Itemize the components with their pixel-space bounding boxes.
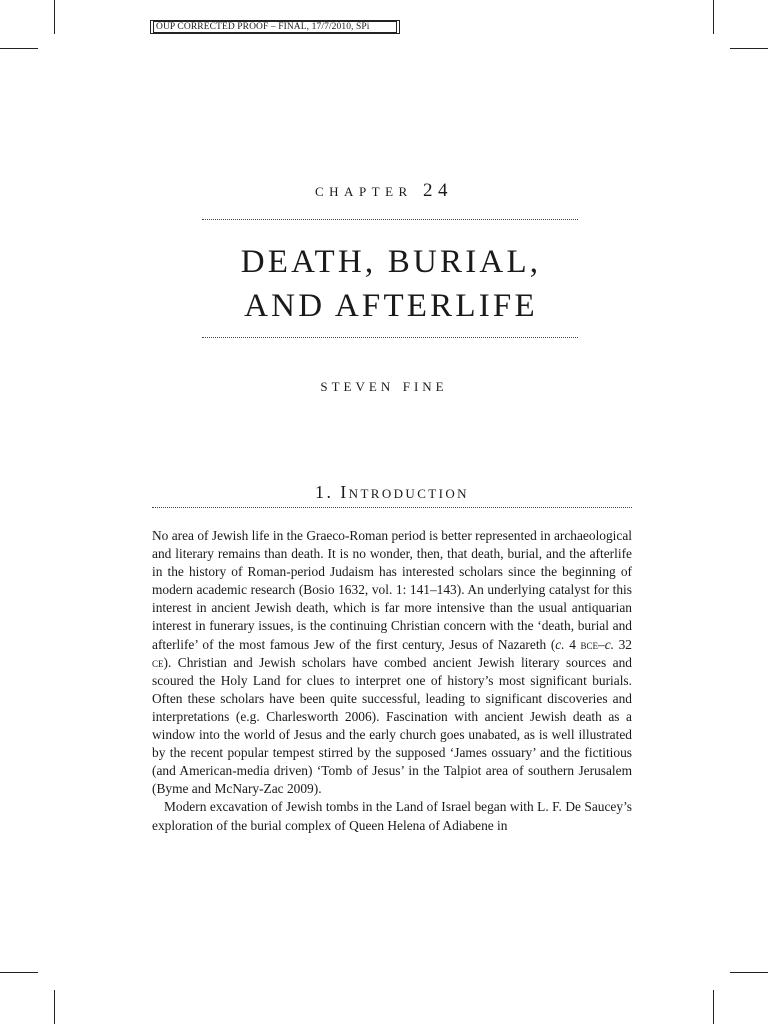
date-dash: –	[598, 636, 605, 652]
paragraph-1-part-b: 4	[564, 636, 581, 652]
chapter-title-line-2: AND AFTERLIFE	[244, 288, 538, 324]
paragraph-1-part-e: ). Christian and Jewish scholars have combed ancient Jewish literary sources and scoured the Holy Land for clues to interpret one of history’s most significant burials. Often these scholars have been quite successful, leading to significant discoveries and interpretations (e.g. Charlesworth 2006). Fascination with ancient Jewish death as a window into the world of Jesus and the early church goes unabated, as is well illustrated by the recent popular tempest stirred by the supposed ‘James ossuary’ and the fictitious (and American-media driven) ‘Tomb of Jesus’ in the Talpiot area of southern Jerusalem (Byme and McNary-Zac 2009).	[152, 654, 632, 797]
proof-label	[150, 20, 400, 34]
era-ce: ce	[152, 654, 164, 670]
chapter-title	[0, 240, 768, 328]
paragraph-2: Modern excavation of Jewish tombs in the Land of Israel began with L. F. De Saucey’s exploration of the burial complex of Queen Helena of Adiabene in	[152, 799, 632, 833]
section-heading	[0, 482, 768, 503]
crop-mark-top-left-v	[54, 0, 55, 34]
body-text	[152, 527, 632, 835]
crop-mark-bottom-left-h	[0, 972, 38, 973]
title-divider-top	[202, 219, 578, 220]
circa-1: c.	[555, 636, 565, 652]
section-number: 1.	[315, 482, 334, 502]
paragraph-1-part-d: 32	[614, 636, 632, 652]
crop-mark-bottom-right-v	[713, 990, 714, 1024]
section-title: Introduction	[340, 482, 469, 502]
crop-mark-top-right-h	[730, 48, 768, 49]
title-divider-bottom	[202, 337, 578, 338]
paragraph-1-part-a: No area of Jewish life in the Graeco-Roman period is better represented in archaeological and literary remains than death. It is no wonder, then, that death, burial, and the afterlife in the history of Roman-period Judaism has interested scholars since the beginning of modern academic research (Bosio 1632, vol. 1: 141–143). An underlying catalyst for this interest in ancient Jewish death, which is far more intensive than the usual antiquarian interest in funerary issues, is the continuing Christian concern with the ‘death, burial and afterlife’ of the most famous Jew of the first century, Jesus of Nazareth (	[152, 528, 633, 652]
chapter-number: chapter 24	[315, 180, 453, 201]
author-name: steven fine	[320, 375, 448, 395]
crop-mark-top-right-v	[713, 0, 714, 34]
chapter-title-line-1: DEATH, BURIAL,	[240, 244, 542, 280]
era-bce: bce	[580, 636, 598, 652]
crop-mark-bottom-left-v	[54, 990, 55, 1024]
section-divider	[152, 507, 632, 508]
circa-2: c.	[604, 636, 614, 652]
proof-label-text: OUP CORRECTED PROOF – FINAL, 17/7/2010, SPi	[153, 21, 397, 33]
paragraph-1	[152, 527, 632, 798]
crop-mark-top-left-h	[0, 48, 38, 49]
crop-mark-bottom-right-h	[730, 972, 768, 973]
